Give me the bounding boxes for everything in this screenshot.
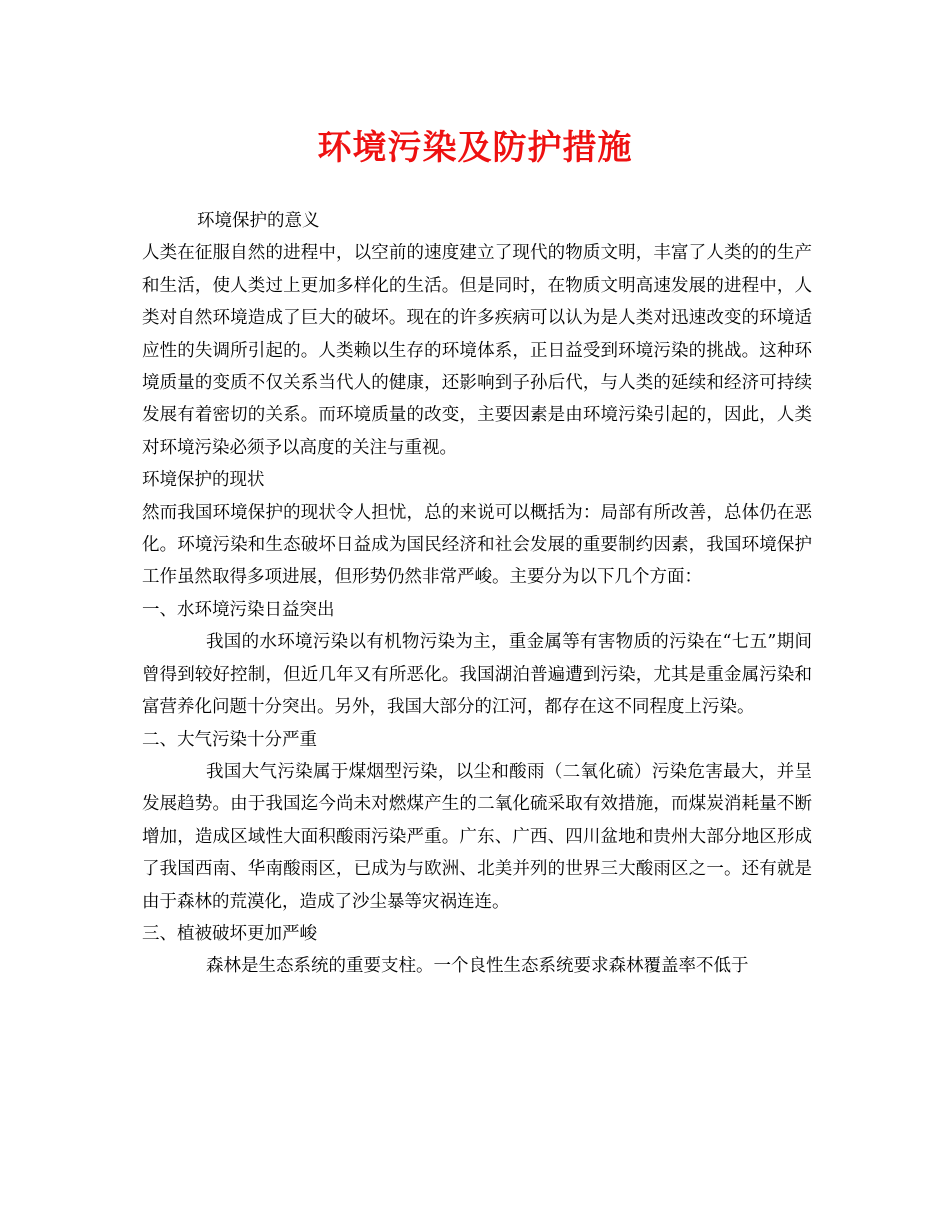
section-heading-significance: 环境保护的意义 (197, 211, 320, 231)
document-title: 环境污染及防护措施 (317, 128, 633, 168)
document-body (142, 205, 812, 983)
subheading-water-pollution: 一、水环境污染日益突出 (142, 599, 335, 620)
section-heading-status: 环境保护的现状 (142, 470, 265, 491)
paragraph-status: 然而我国环境保护的现状令人担忧，总的来说可以概括为：局部有所改善，总体仍在恶化。环境污染和生态破坏日益成为国民经济和社会发展的重要制约因素，我国环境保护工作虽然取得多项进展，但形势仍然非常严峻。主要分为以下几个方面： (142, 502, 812, 588)
subheading-air-pollution: 二、大气污染十分严重 (142, 729, 317, 750)
paragraph-air-pollution: 我国大气污染属于煤烟型污染，以尘和酸雨（二氧化硫）污染危害最大，并呈发展趋势。由于我国迄今尚未对燃煤产生的二氧化硫采取有效措施，而煤炭消耗量不断增加，造成区域性大面积酸雨污染严重。广东、广西、四川盆地和贵州大部分地区形成了我国西南、华南酸雨区，已成为与欧洲、北美并列的世界三大酸雨区之一。还有就是由于森林的荒漠化，造成了沙尘暴等灾祸连连。 (142, 761, 812, 912)
subheading-vegetation: 三、植被破坏更加严峻 (142, 923, 317, 944)
paragraph-vegetation: 森林是生态系统的重要支柱。一个良性生态系统要求森林覆盖率不低于 (206, 956, 749, 977)
paragraph-water-pollution: 我国的水环境污染以有机物污染为主，重金属等有害物质的污染在“七五”期间曾得到较好控制，但近几年又有所恶化。我国湖泊普遍遭到污染，尤其是重金属污染和富营养化问题十分突出。另外，我国大部分的江河，都存在这不同程度上污染。 (142, 632, 812, 718)
paragraph-significance: 人类在征服自然的进程中，以空前的速度建立了现代的物质文明，丰富了人类的的生产和生活，使人类过上更加多样化的生活。但是同时，在物质文明高速发展的进程中，人类对自然环境造成了巨大的破坏。现在的许多疾病可以认为是人类对迅速改变的环境适应性的失调所引起的。人类赖以生存的环境体系，正日益受到环境污染的挑战。这种环境质量的变质不仅关系当代人的健康，还影响到子孙后代，与人类的延续和经济可持续发展有着密切的关系。而环境质量的改变，主要因素是由环境污染引起的，因此，人类对环境污染必须予以高度的关注与重视。 (142, 243, 812, 458)
